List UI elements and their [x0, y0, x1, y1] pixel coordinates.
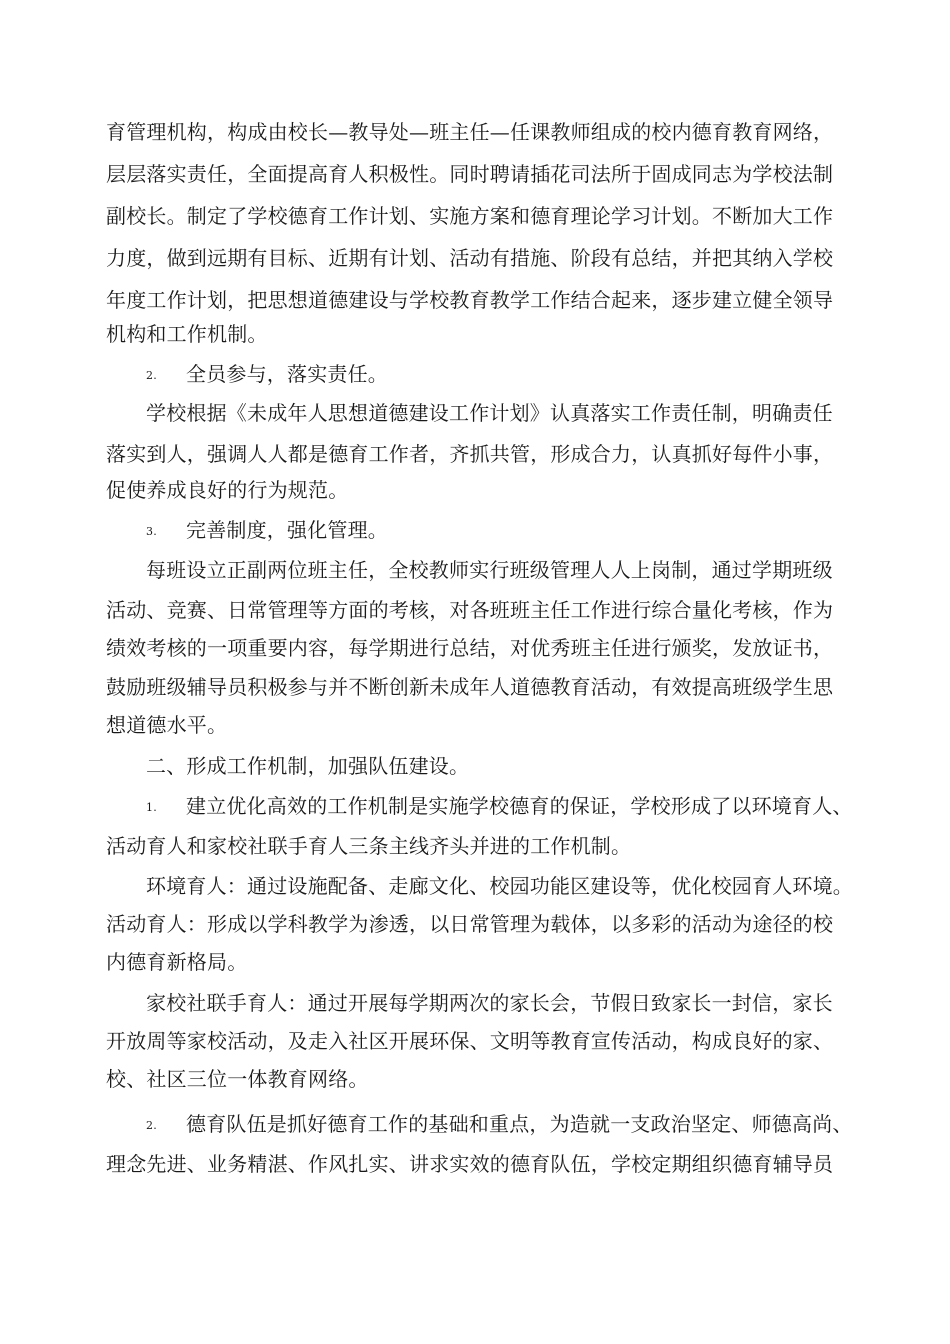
text-line: 层层落实责任，全面提高育人积极性。同时聘请插花司法所于固成同志为学校法制: [106, 162, 834, 186]
text-line: 内德育新格局。: [106, 950, 248, 974]
item-number: 2.: [146, 369, 157, 382]
item-number: 3.: [146, 525, 157, 538]
text-line: 活动育人和家校社联手育人三条主线齐头并进的工作机制。: [106, 834, 632, 858]
text-line: 落实到人，强调人人都是德育工作者，齐抓共管，形成合力，认真抓好每件小事，: [106, 442, 834, 466]
text-line: 开放周等家校活动，及走入社区开展环保、文明等教育宣传活动，构成良好的家、: [106, 1029, 834, 1053]
text-line: 力度，做到远期有目标、近期有计划、活动有措施、阶段有总结，并把其纳入学校: [106, 246, 834, 270]
text-line: 理念先进、业务精湛、作风扎实、讲求实效的德育队伍，学校定期组织德育辅导员: [106, 1152, 834, 1176]
numbered-paragraph: [146, 1114, 853, 1134]
section-heading: 二、形成工作机制，加强队伍建设。: [146, 754, 470, 778]
text-line: 德育队伍是抓好德育工作的基础和重点，为造就一支政治坚定、师德高尚、: [186, 1112, 853, 1136]
text-line: 校、社区三位一体教育网络。: [106, 1067, 369, 1091]
text-line: 活动育人：形成以学科教学为渗透，以日常管理为载体，以多彩的活动为途径的校: [106, 912, 834, 936]
item-number: 2.: [146, 1119, 157, 1132]
item-number: 1.: [146, 801, 157, 814]
text-line: 想道德水平。: [106, 713, 228, 737]
text-line: 促使养成良好的行为规范。: [106, 478, 349, 502]
text-line: 学校根据《未成年人思想道德建设工作计划》认真落实工作责任制，明确责任: [146, 401, 833, 425]
text-line: 建立优化高效的工作机制是实施学校德育的保证，学校形成了以环境育人、: [186, 794, 853, 818]
text-line: 家校社联手育人：通过开展每学期两次的家长会，节假日致家长一封信，家长: [146, 991, 833, 1015]
text-line: 每班设立正副两位班主任，全校教师实行班级管理人人上岗制，通过学期班级: [146, 558, 833, 582]
text-line: 年度工作计划，把思想道德建设与学校教育教学工作结合起来，逐步建立健全领导: [106, 288, 834, 312]
numbered-heading: [146, 520, 388, 540]
text-line: 绩效考核的一项重要内容，每学期进行总结，对优秀班主任进行颁奖，发放证书，: [106, 636, 834, 660]
text-line: 鼓励班级辅导员积极参与并不断创新未成年人道德教育活动，有效提高班级学生思: [106, 675, 834, 699]
numbered-paragraph: [146, 796, 853, 816]
text-line: 机构和工作机制。: [106, 322, 268, 346]
heading-text: 完善制度，强化管理。: [186, 518, 388, 542]
numbered-heading: [146, 364, 388, 384]
text-line: 育管理机构，构成由校长—教导处—班主任—任课教师组成的校内德育教育网络，: [106, 120, 834, 144]
text-line: 环境育人：通过设施配备、走廊文化、校园功能区建设等，优化校园育人环境。: [146, 874, 853, 898]
text-line: 副校长。制定了学校德育工作计划、实施方案和德育理论学习计划。不断加大工作: [106, 204, 834, 228]
text-line: 活动、竞赛、日常管理等方面的考核，对各班班主任工作进行综合量化考核，作为: [106, 598, 834, 622]
heading-text: 全员参与，落实责任。: [186, 362, 388, 386]
